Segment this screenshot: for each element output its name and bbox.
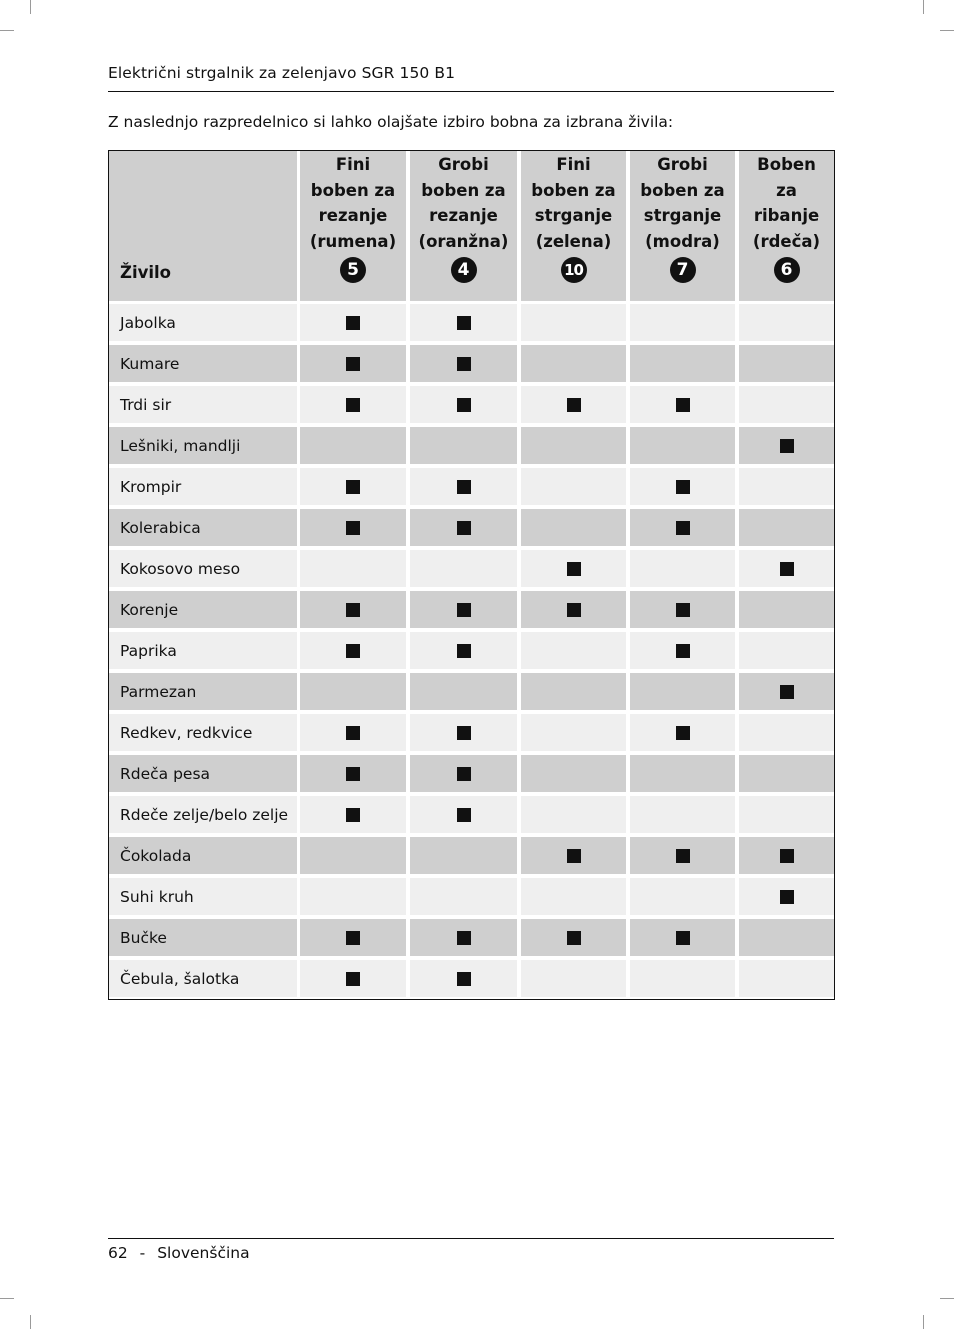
suitability-cell bbox=[410, 796, 517, 833]
suitability-cell bbox=[300, 755, 406, 792]
food-name: Trdi sir bbox=[120, 395, 172, 414]
suitability-cell bbox=[521, 673, 626, 710]
suitability-cell bbox=[739, 878, 834, 915]
suitability-cell bbox=[410, 304, 517, 341]
suitable-mark-icon bbox=[780, 439, 794, 453]
suitability-cell bbox=[739, 468, 834, 505]
suitable-mark-icon bbox=[780, 849, 794, 863]
food-name-cell bbox=[109, 550, 297, 587]
food-name-cell bbox=[109, 919, 297, 956]
suitable-mark-icon bbox=[676, 480, 690, 494]
suitability-cell bbox=[739, 714, 834, 751]
suitability-cell bbox=[300, 714, 406, 751]
suitability-cell bbox=[300, 468, 406, 505]
drum-number-badge: 6 bbox=[774, 257, 800, 283]
suitability-cell bbox=[300, 919, 406, 956]
suitable-mark-icon bbox=[676, 726, 690, 740]
suitable-mark-icon bbox=[346, 398, 360, 412]
suitability-cell bbox=[630, 386, 735, 423]
food-name: Čebula, šalotka bbox=[120, 969, 240, 988]
suitable-mark-icon bbox=[567, 603, 581, 617]
food-name-cell bbox=[109, 837, 297, 874]
suitability-cell bbox=[410, 427, 517, 464]
suitable-mark-icon bbox=[457, 357, 471, 371]
food-name: Kumare bbox=[120, 354, 180, 373]
drum-number-badge: 4 bbox=[451, 257, 477, 283]
footer-language: Slovenščina bbox=[157, 1244, 250, 1262]
footer-separator: - bbox=[139, 1244, 146, 1262]
suitability-cell bbox=[630, 509, 735, 546]
drum-column-header-line: (zelena) bbox=[535, 231, 612, 251]
suitability-cell bbox=[410, 345, 517, 382]
suitability-cell bbox=[630, 345, 735, 382]
food-name-cell bbox=[109, 345, 297, 382]
suitable-mark-icon bbox=[567, 398, 581, 412]
suitability-cell bbox=[739, 632, 834, 669]
food-name: Rdeča pesa bbox=[120, 764, 211, 783]
suitability-cell bbox=[521, 919, 626, 956]
suitability-cell bbox=[521, 837, 626, 874]
food-name: Parmezan bbox=[120, 682, 197, 701]
suitability-cell bbox=[739, 304, 834, 341]
drum-column-header-line: (modra) bbox=[645, 231, 720, 251]
drum-column-header bbox=[739, 151, 834, 301]
suitability-cell bbox=[300, 345, 406, 382]
suitability-cell bbox=[300, 591, 406, 628]
suitability-cell bbox=[410, 837, 517, 874]
suitable-mark-icon bbox=[567, 849, 581, 863]
suitability-cell bbox=[630, 714, 735, 751]
suitability-cell bbox=[521, 345, 626, 382]
suitability-cell bbox=[521, 960, 626, 997]
suitable-mark-icon bbox=[457, 931, 471, 945]
crop-mark bbox=[923, 1315, 924, 1329]
suitable-mark-icon bbox=[567, 931, 581, 945]
suitability-cell bbox=[300, 304, 406, 341]
drum-column-header-line: Grobi bbox=[657, 155, 708, 174]
suitable-mark-icon bbox=[676, 931, 690, 945]
page-footer bbox=[108, 1244, 250, 1262]
suitable-mark-icon bbox=[346, 316, 360, 330]
food-name: Paprika bbox=[120, 641, 177, 660]
suitability-cell bbox=[410, 591, 517, 628]
drum-number-badge: 5 bbox=[340, 257, 366, 283]
food-column-header bbox=[109, 151, 297, 301]
suitable-mark-icon bbox=[346, 521, 360, 535]
suitability-cell bbox=[521, 755, 626, 792]
drum-column-header-line: Fini bbox=[556, 155, 591, 174]
suitability-cell bbox=[410, 550, 517, 587]
suitability-cell bbox=[521, 386, 626, 423]
suitability-cell bbox=[739, 509, 834, 546]
crop-mark bbox=[0, 30, 14, 31]
suitability-cell bbox=[521, 304, 626, 341]
food-name-cell bbox=[109, 796, 297, 833]
suitability-cell bbox=[521, 550, 626, 587]
food-name: Kokosovo meso bbox=[120, 559, 241, 578]
suitability-cell bbox=[739, 673, 834, 710]
food-name-cell bbox=[109, 714, 297, 751]
crop-mark bbox=[940, 1298, 954, 1299]
food-name-cell bbox=[109, 755, 297, 792]
suitable-mark-icon bbox=[346, 357, 360, 371]
food-name-cell bbox=[109, 386, 297, 423]
crop-mark bbox=[923, 0, 924, 14]
drum-column-header-line: Fini bbox=[335, 155, 371, 174]
suitable-mark-icon bbox=[676, 398, 690, 412]
suitable-mark-icon bbox=[457, 726, 471, 740]
suitability-cell bbox=[410, 632, 517, 669]
food-name: Krompir bbox=[120, 477, 182, 496]
crop-mark bbox=[30, 0, 31, 14]
suitable-mark-icon bbox=[780, 562, 794, 576]
suitable-mark-icon bbox=[346, 726, 360, 740]
suitability-cell bbox=[630, 550, 735, 587]
suitability-cell bbox=[630, 837, 735, 874]
suitability-cell bbox=[521, 509, 626, 546]
suitability-cell bbox=[300, 960, 406, 997]
drum-column-header bbox=[410, 151, 517, 301]
suitability-cell bbox=[521, 468, 626, 505]
suitable-mark-icon bbox=[457, 767, 471, 781]
suitability-cell bbox=[739, 960, 834, 997]
suitability-cell bbox=[521, 591, 626, 628]
suitability-cell bbox=[521, 427, 626, 464]
suitable-mark-icon bbox=[676, 521, 690, 535]
drum-column-header bbox=[521, 151, 626, 301]
suitability-cell bbox=[410, 673, 517, 710]
suitability-cell bbox=[739, 755, 834, 792]
food-name: Suhi kruh bbox=[120, 887, 194, 906]
suitability-cell bbox=[521, 796, 626, 833]
suitability-cell bbox=[300, 427, 406, 464]
suitability-cell bbox=[410, 960, 517, 997]
suitability-cell bbox=[630, 673, 735, 710]
suitability-cell bbox=[521, 714, 626, 751]
suitable-mark-icon bbox=[457, 398, 471, 412]
suitability-cell bbox=[739, 345, 834, 382]
food-name-cell bbox=[109, 960, 297, 997]
drum-number-badge: 7 bbox=[670, 257, 696, 283]
suitability-cell bbox=[739, 837, 834, 874]
drum-column-header-line: Grobi bbox=[438, 155, 489, 174]
suitable-mark-icon bbox=[676, 849, 690, 863]
suitability-cell bbox=[300, 509, 406, 546]
drum-selection-table bbox=[108, 150, 835, 1000]
drum-column-header-line: boben za bbox=[421, 180, 506, 200]
drum-column-header-line: za bbox=[776, 180, 797, 200]
suitability-cell bbox=[300, 673, 406, 710]
suitability-cell bbox=[739, 796, 834, 833]
suitability-cell bbox=[300, 386, 406, 423]
suitable-mark-icon bbox=[676, 644, 690, 658]
suitable-mark-icon bbox=[457, 521, 471, 535]
crop-mark bbox=[0, 1298, 14, 1299]
suitability-cell bbox=[630, 427, 735, 464]
suitability-cell bbox=[739, 919, 834, 956]
food-name: Rdeče zelje/belo zelje bbox=[120, 805, 289, 824]
food-name: Jabolka bbox=[120, 313, 176, 332]
food-name-cell bbox=[109, 427, 297, 464]
suitability-cell bbox=[630, 468, 735, 505]
drum-column-header-line: strganje bbox=[643, 206, 722, 225]
drum-column-header-line: boben za bbox=[640, 180, 725, 200]
suitability-cell bbox=[410, 919, 517, 956]
suitability-cell bbox=[630, 878, 735, 915]
suitable-mark-icon bbox=[567, 562, 581, 576]
drum-number-badge: 10 bbox=[561, 257, 587, 283]
suitable-mark-icon bbox=[346, 644, 360, 658]
food-name-cell bbox=[109, 632, 297, 669]
header-rule bbox=[108, 91, 834, 92]
suitability-cell bbox=[521, 878, 626, 915]
suitable-mark-icon bbox=[457, 603, 471, 617]
suitable-mark-icon bbox=[346, 603, 360, 617]
suitability-cell bbox=[630, 304, 735, 341]
crop-mark bbox=[30, 1315, 31, 1329]
food-name: Korenje bbox=[120, 600, 179, 619]
drum-column-header-line: (rdeča) bbox=[752, 231, 821, 251]
suitability-cell bbox=[630, 755, 735, 792]
suitable-mark-icon bbox=[346, 480, 360, 494]
food-name: Lešniki, mandlji bbox=[120, 436, 241, 455]
suitability-cell bbox=[739, 427, 834, 464]
food-column-header-label: Živilo bbox=[120, 263, 172, 282]
drum-column-header-line: boben za bbox=[310, 180, 396, 200]
food-name: Bučke bbox=[120, 928, 167, 947]
suitable-mark-icon bbox=[457, 480, 471, 494]
suitability-cell bbox=[521, 632, 626, 669]
suitability-cell bbox=[630, 919, 735, 956]
suitable-mark-icon bbox=[346, 972, 360, 986]
drum-column-header bbox=[300, 151, 406, 301]
drum-column-header-line: Boben bbox=[757, 155, 816, 174]
suitable-mark-icon bbox=[780, 685, 794, 699]
drum-column-header-line: (oranžna) bbox=[418, 231, 509, 251]
suitable-mark-icon bbox=[457, 644, 471, 658]
footer-rule bbox=[108, 1238, 834, 1239]
suitability-cell bbox=[300, 632, 406, 669]
suitable-mark-icon bbox=[780, 890, 794, 904]
suitable-mark-icon bbox=[676, 603, 690, 617]
food-name-cell bbox=[109, 591, 297, 628]
drum-column-header-line: rezanje bbox=[318, 206, 388, 225]
suitability-cell bbox=[739, 550, 834, 587]
food-name-cell bbox=[109, 509, 297, 546]
suitability-cell bbox=[410, 714, 517, 751]
drum-column-header-line: ribanje bbox=[753, 206, 820, 225]
suitability-cell bbox=[630, 632, 735, 669]
page-number: 62 bbox=[108, 1244, 128, 1262]
suitable-mark-icon bbox=[346, 767, 360, 781]
suitability-cell bbox=[300, 837, 406, 874]
drum-column-header-line: boben za bbox=[531, 180, 616, 200]
suitability-cell bbox=[300, 878, 406, 915]
suitability-cell bbox=[739, 386, 834, 423]
suitability-cell bbox=[410, 468, 517, 505]
suitability-cell bbox=[739, 591, 834, 628]
page-header-title: Električni strgalnik za zelenjavo SGR 150 B1 bbox=[108, 64, 456, 82]
suitability-cell bbox=[410, 386, 517, 423]
drum-column-header-line: strganje bbox=[534, 206, 613, 225]
suitable-mark-icon bbox=[346, 808, 360, 822]
suitable-mark-icon bbox=[457, 808, 471, 822]
suitability-cell bbox=[300, 796, 406, 833]
suitability-cell bbox=[300, 550, 406, 587]
drum-column-header bbox=[630, 151, 735, 301]
suitability-cell bbox=[630, 591, 735, 628]
suitability-cell bbox=[410, 755, 517, 792]
intro-text: Z naslednjo razpredelnico si lahko olajšate izbiro bobna za izbrana živila: bbox=[108, 113, 674, 131]
drum-column-header-line: (rumena) bbox=[309, 231, 397, 251]
suitable-mark-icon bbox=[457, 316, 471, 330]
food-name-cell bbox=[109, 673, 297, 710]
food-name: Čokolada bbox=[120, 846, 192, 865]
crop-mark bbox=[940, 30, 954, 31]
suitability-cell bbox=[630, 960, 735, 997]
suitability-cell bbox=[410, 878, 517, 915]
food-name: Redkev, redkvice bbox=[120, 723, 253, 742]
suitable-mark-icon bbox=[457, 972, 471, 986]
food-name-cell bbox=[109, 878, 297, 915]
drum-column-header-line: rezanje bbox=[429, 206, 498, 225]
suitability-cell bbox=[630, 796, 735, 833]
suitable-mark-icon bbox=[346, 931, 360, 945]
food-name-cell bbox=[109, 468, 297, 505]
food-name-cell bbox=[109, 304, 297, 341]
suitability-cell bbox=[410, 509, 517, 546]
food-name: Kolerabica bbox=[120, 518, 201, 537]
